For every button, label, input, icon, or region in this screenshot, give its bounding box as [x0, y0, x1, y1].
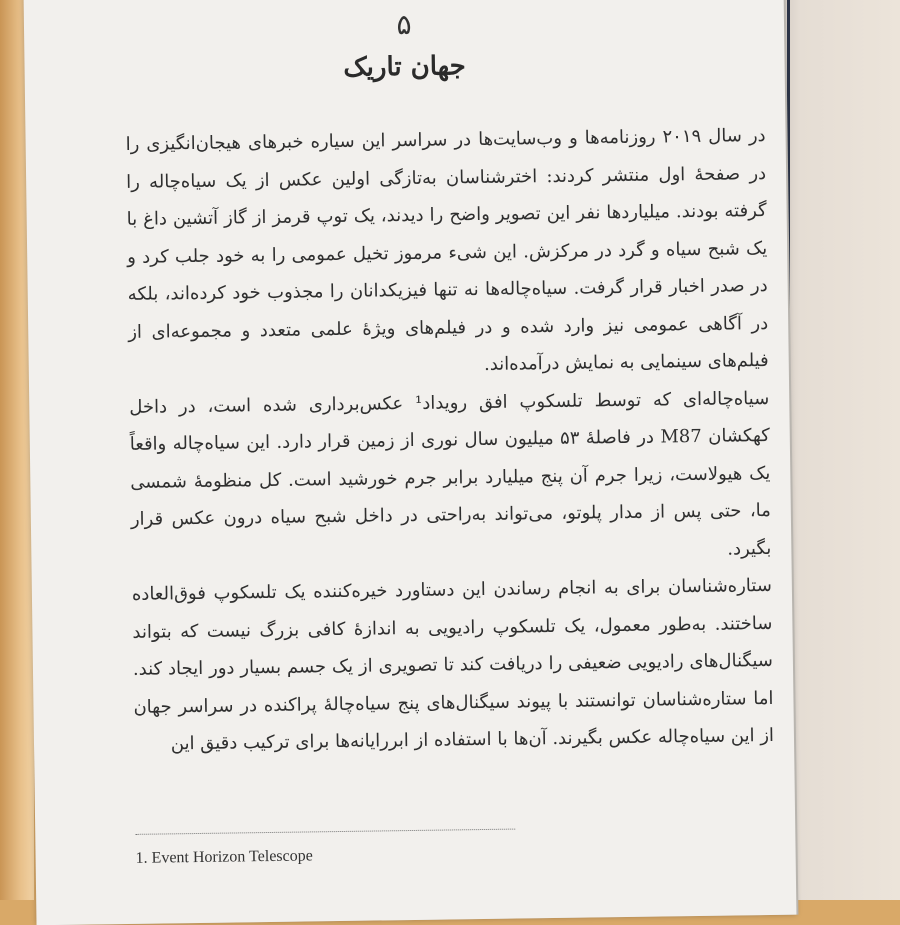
footnote-divider [135, 829, 515, 835]
paragraph-2: سیاه‌چاله‌ای که توسط تلسکوپ افق رویداد¹ عکس‌برداری شده است، در داخل کهکشان M87 در فاصلهٔ ۵۳ میلیون سال نوری از زمین قرار دارد. این سیاه‌چاله واقعاً یک هیولاست، زیرا جرم آن پنج میلیارد برابر جرم خورشید است. کل منظومهٔ شمسی ما، حتی پس از مدار پلوتو، می‌تواند به‌راحتی در داخل شبح سیاه درون عکس قرار بگیرد. [129, 387, 772, 560]
paragraph-3: ستاره‌شناسان برای به انجام رساندن این دستاورد خیره‌کننده یک تلسکوپ فوق‌العاده ساختند. به‌طور معمول، یک تلسکوپ رادیویی به اندازهٔ کافی بزرگ نیست که بتواند سیگنال‌های رادیویی ضعیفی را دریافت کند تا تصویری از یک جسم بسیار دور ایجاد کند. اما ستاره‌شناسان توانستند با پیوند سیگنال‌های پنج سیاه‌چالهٔ پراکنده در سراسر جهان از این سیاه‌چاله عکس بگیرند. آن‌ها با استفاده از ابررایانه‌ها برای ترکیب دقیق این [131, 574, 775, 755]
footnote: 1. Event Horizon Telescope [135, 847, 313, 867]
body-text [125, 117, 774, 763]
chapter-number: ۵ [396, 7, 412, 42]
chapter-title: جهان تاریک [343, 51, 466, 83]
book-page [24, 0, 797, 925]
paragraph-1: در سال ۲۰۱۹ روزنامه‌ها و وب‌سایت‌ها در سراسر این سیاره خبرهای هیجان‌انگیزی را در صفحهٔ اول منتشر کردند: اخترشناسان به‌تازگی اولین عکس از یک سیاه‌چاله را گرفته بودند. میلیاردها نفر این تصویر واضح را دیدند، یک توپ قرمز از گاز آتشین داغ با یک شبح سیاه و گرد در مرکزش. این شیء مرموز تخیل عمومی را به خود جلب کرد و در صدر اخبار قرار گرفت. سیاه‌چاله‌ها نه تنها فیزیکدانان را مجذوب خود کرده‌اند، بلکه در آگاهی عمومی نیز وارد شده و در فیلم‌های ویژهٔ علمی متعدد و مجموعه‌ای از فیلم‌های سینمایی به نمایش درآمده‌اند. [125, 125, 769, 375]
